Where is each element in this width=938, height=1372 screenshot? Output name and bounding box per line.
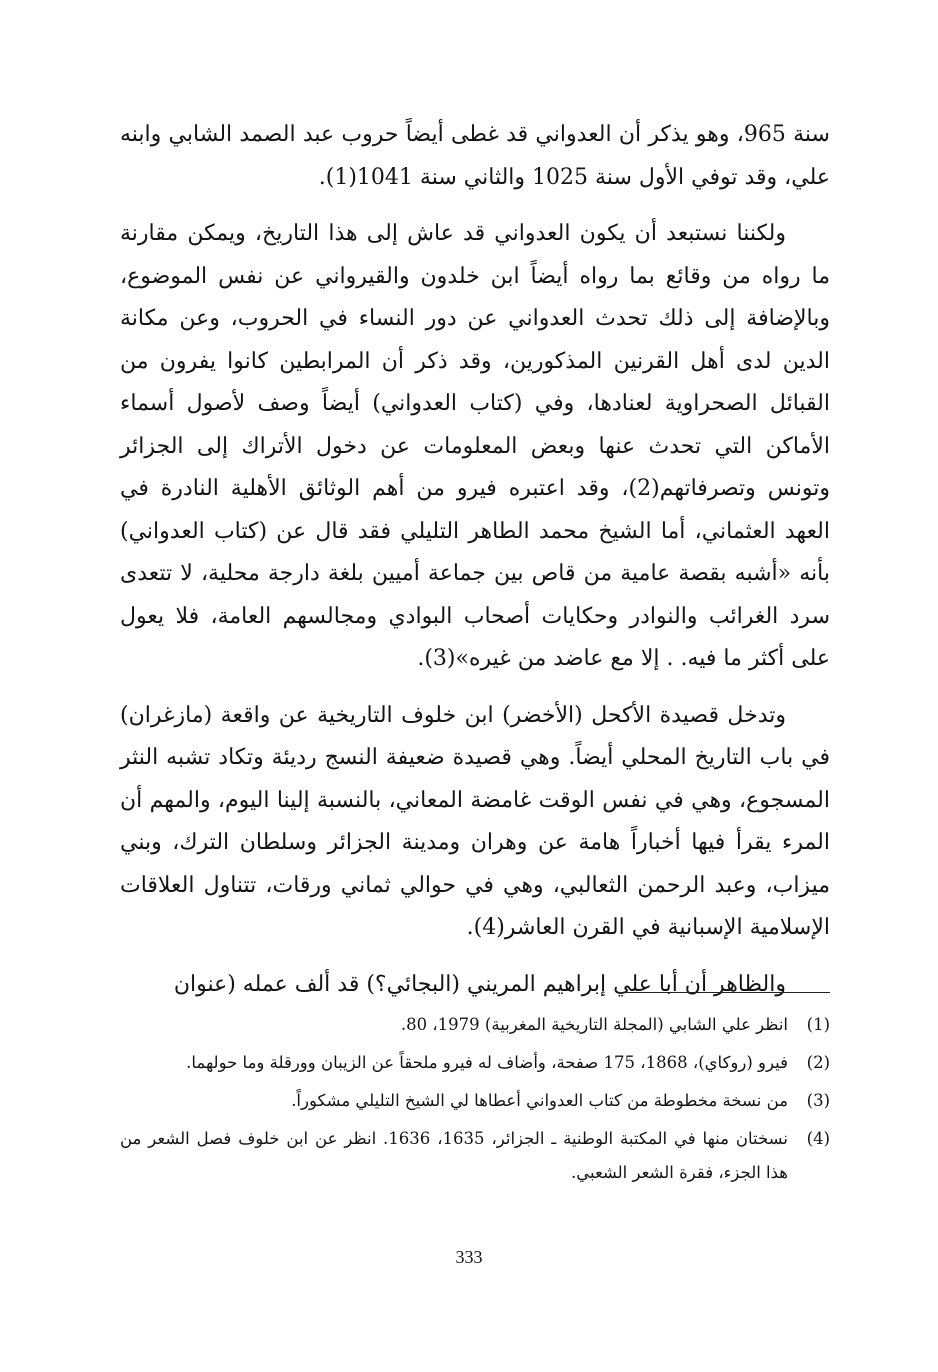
footnote-text: من نسخة مخطوطة من كتاب العدواني أعطاها لي الشيخ التليلي مشكوراً. <box>291 1091 788 1110</box>
footnote-4 <box>120 1122 830 1190</box>
paragraph-1: سنة 965، وهو يذكر أن العدواني قد غطى أيضاً حروب عبد الصمد الشابي وابنه علي، وقد توفي الأول سنة 1025 والثاني سنة 1041(1). <box>120 122 830 190</box>
footnotes <box>120 1008 830 1194</box>
footnote-number: (4) <box>806 1129 830 1148</box>
paragraph-3: وتدخل قصيدة الأكحل (الأخضر) ابن خلوف التاريخية عن واقعة (مازغران) في باب التاريخ المحلي أيضاً. وهي قصيدة ضعيفة النسج رديئة وتكاد تشبه النثر المسجوع، وهي في نفس الوقت غامضة المعاني، بالنسبة إلينا اليوم، والمهم أن المرء يقرأ فيها أخباراً هامة عن وهران ومدينة الجزائر وسلطان الترك، وبني ميزاب، وعبد الرحمن الثعالبي، وهي في حوالي ثماني ورقات، تتناول العلاقات الإسلامية الإسبانية في القرن العاشر(4). <box>120 702 830 940</box>
footnote-text: فيرو (روكاي)، 1868، 175 صفحة، وأضاف له فيرو ملحقاً عن الزيبان وورقلة وما حولهما. <box>186 1053 788 1072</box>
paragraph-4: والظاهر أن أبا علي إبراهيم المريني (البجائي؟) قد ألف عمله (عنوان <box>173 971 786 997</box>
footnote-number: (1) <box>806 1015 830 1034</box>
footnote-2 <box>120 1046 830 1080</box>
footnote-text: انظر علي الشابي (المجلة التاريخية المغربية) 1979، 80. <box>400 1015 788 1034</box>
page-number: 333 <box>455 1247 483 1267</box>
footnote-3 <box>120 1084 830 1118</box>
footnote-text: نسختان منها في المكتبة الوطنية ـ الجزائر، 1635، 1636. انظر عن ابن خلوف فصل الشعر من هذا الجزء، فقرة الشعر الشعبي. <box>120 1129 788 1182</box>
footnote-number: (3) <box>806 1091 830 1110</box>
footnote-1 <box>120 1008 830 1042</box>
footnote-number: (2) <box>806 1053 830 1072</box>
footnote-divider <box>616 992 830 993</box>
main-text <box>120 114 830 1006</box>
paragraph-2: ولكننا نستبعد أن يكون العدواني قد عاش إلى هذا التاريخ، ويمكن مقارنة ما رواه من وقائع بما رواه أيضاً ابن خلدون والقيرواني عن نفس الموضوع، وبالإضافة إلى ذلك تحدث العدواني عن دور النساء في الحروب، وعن مكانة الدين لدى أهل القرنين المذكورين، وقد ذكر أن المرابطين كانوا يفرون من القبائل الصحراوية لعنادها، وفي (كتاب العدواني) أيضاً وصف لأصول أسماء الأماكن التي تحدث عنها وبعض المعلومات عن دخول الأتراك إلى الجزائر وتونس وتصرفاتهم(2)، وقد اعتبره فيرو من أهم الوثائق الأهلية النادرة في العهد العثماني، أما الشيخ محمد الطاهر التليلي فقد قال عن (كتاب العدواني) بأنه «أشبه بقصة عامية من قاص بين جماعة أميين بلغة دارجة محلية، لا تتعدى سرد الغرائب والنوادر وحكايات أصحاب البوادي ومجالسهم العامة، فلا يعول على أكثر ما فيه. . إلا مع عاضد من غيره»(3). <box>120 221 830 671</box>
